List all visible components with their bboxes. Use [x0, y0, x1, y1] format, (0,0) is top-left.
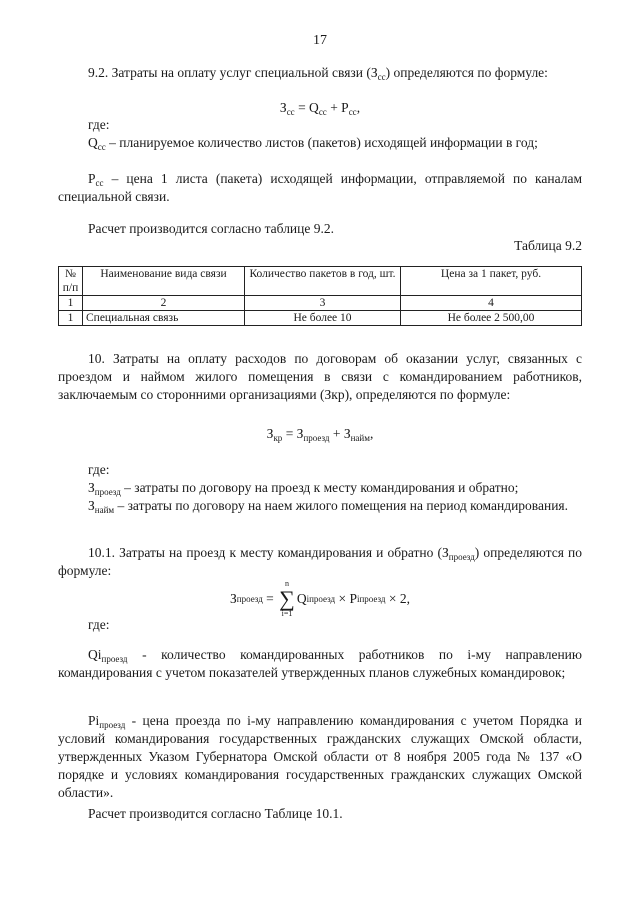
table-row — [59, 311, 582, 326]
definition-pi: $Рi_{проезд}$ - цена проезда по i-му направлению командирования с учетом Порядка и условий командирования государственных гражданских служащих Омской области, утвержденных Указом Губернатора Омской области от 8 ноября 2005 года № 137 «О порядке и условиях командирования государственных гражданских служащих Омской области». — [58, 713, 582, 800]
table-9-2 — [58, 266, 582, 326]
table-cell: 1 — [59, 311, 83, 326]
definition-qss: $Q_{сс}$ – планируемое количество листов (пакетов) исходящей информации в год; — [88, 135, 538, 152]
table-header-row — [59, 267, 582, 296]
calc-note-9-2: Расчет производится согласно таблице 9.2. — [88, 221, 334, 236]
table-cell: Не более 10 — [245, 311, 401, 326]
where-label-1: где: — [88, 117, 110, 132]
table-cell: 3 — [245, 296, 401, 311]
table-cell: 1 — [59, 296, 83, 311]
formula-zproezd-sum: З проезд = n ∑ i=1 Q iпроезд × Р iпроезд × 2, — [230, 579, 410, 618]
formula-zss: $З_{сс} = Q_{сс} + Р_{сс}$, — [279, 100, 361, 117]
section-9-2-intro: 9.2. Затраты на оплату услуг специальной связи $(З_{сс})$ определяются по формуле: — [88, 65, 548, 82]
table-caption-9-2: Таблица 9.2 — [514, 238, 582, 253]
section-10-intro: 10. Затраты на оплату расходов по договорам об оказании услуг, связанных с проездом и наймом жилого помещения в связи с командированием работников, заключаемым со сторонними организациями (Зкр), определяются по формуле: — [58, 351, 582, 402]
page-number: 17 — [313, 33, 327, 48]
table-cell: Не более 2 500,00 — [401, 311, 582, 326]
table-cell: 2 — [83, 296, 245, 311]
definition-znaym: $З_{найм}$ – затраты по договору на наем жилого помещения на период командирования. — [88, 498, 569, 515]
where-label-2: где: — [88, 462, 110, 477]
definition-pss: $Р_{сс}$ – цена 1 листа (пакета) исходящей информации, отправляемой по каналам специальной связи. — [58, 171, 582, 204]
formula-zkr: $З_{кр} = З_{проезд} + З_{найм}$, — [266, 426, 374, 443]
sum-sign: n ∑ i=1 — [279, 579, 295, 618]
table-cell: Специальная связь — [83, 311, 245, 326]
table-cell: 4 — [401, 296, 582, 311]
table-header-cell: Наименование вида связи — [83, 267, 245, 296]
table-number-row — [59, 296, 582, 311]
table-header-cell: № п/п — [59, 267, 83, 296]
calc-note-10-1: Расчет производится согласно Таблице 10.1. — [88, 806, 343, 821]
definition-zproezd: $З_{проезд}$ – затраты по договору на проезд к месту командирования и обратно; — [88, 480, 519, 497]
definition-qi: $Qi_{проезд}$ - количество командированных работников по i-му направлению командирования с учетом показателей утвержденных планов служебных командировок; — [58, 647, 582, 680]
table-header-cell: Цена за 1 пакет, руб. — [401, 267, 582, 296]
where-label-3: где: — [88, 617, 110, 632]
section-10-1-intro: 10.1. Затраты на проезд к месту командирования и обратно $(З_{проезд})$ определяются по формуле: — [58, 545, 582, 578]
table-header-cell: Количество пакетов в год, шт. — [245, 267, 401, 296]
